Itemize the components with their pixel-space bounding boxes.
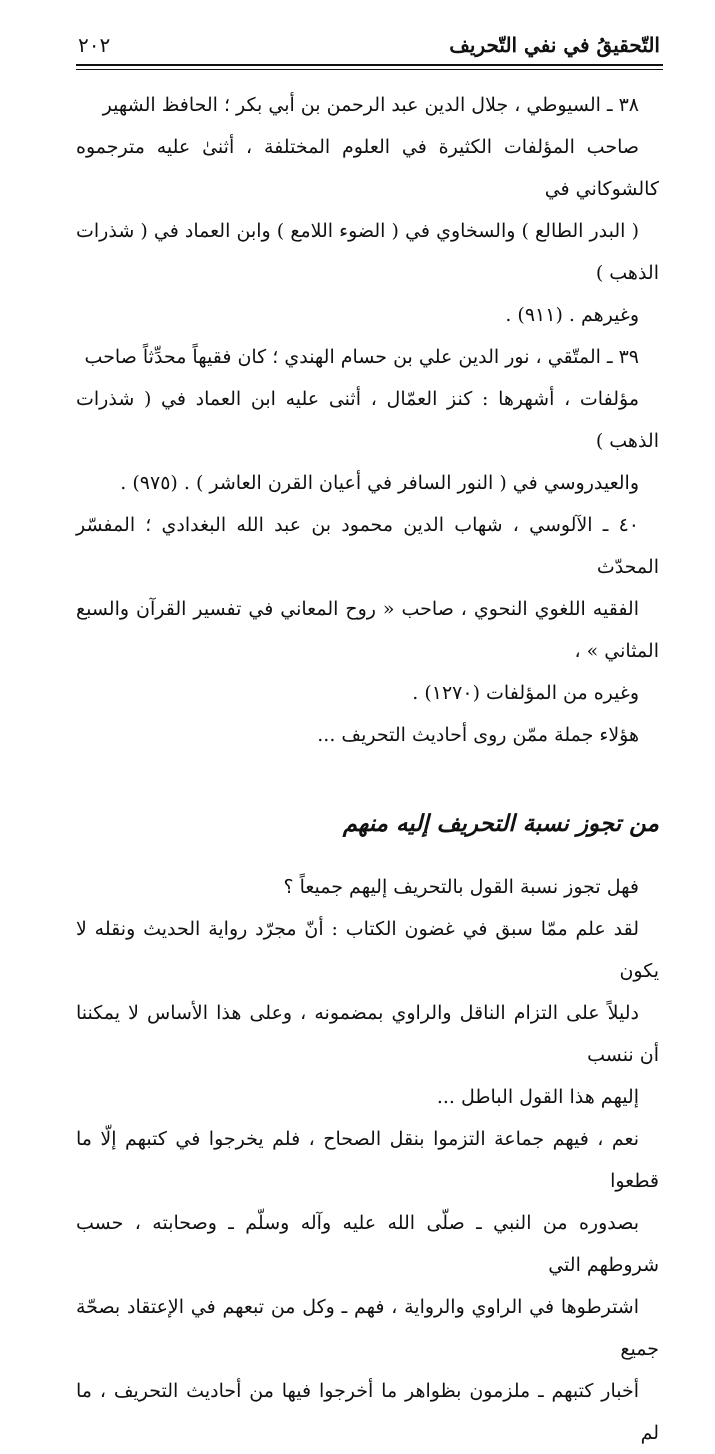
question-line: فهل تجوز نسبة القول بالتحريف إليهم جميعاً ؟	[283, 876, 639, 898]
paragraph-line: لقد علم ممّا سبق في غضون الكتاب : أنّ مجرّد رواية الحديث ونقله لا يكون	[76, 918, 659, 982]
header-rule-thin	[76, 69, 663, 70]
entry-line: والعيدروسي في ( النور السافر في أعيان القرن العاشر ) . (٩٧٥) .	[120, 472, 639, 494]
entry-40	[76, 504, 659, 714]
header-rule	[76, 64, 663, 66]
paragraph-line: أخبار كتبهم ـ ملزمون بظواهر ما أخرجوا فيها من أحاديث التحريف ، ما لم	[76, 1380, 659, 1444]
entry-39	[76, 336, 659, 504]
paragraph-line: نعم ، فيهم جماعة التزموا بنقل الصحاح ، فلم يخرجوا في كتبهم إلّا ما قطعوا	[76, 1128, 659, 1192]
entry-38	[76, 84, 659, 336]
closing-line: هؤلاء جملة ممّن روى أحاديث التحريف ...	[317, 724, 639, 746]
entry-line: وغيره من المؤلفات (١٢٧٠) .	[412, 682, 639, 704]
paragraph-2	[76, 1118, 659, 1454]
entry-line: ( البدر الطالع ) والسخاوي في ( الضوء اللامع ) وابن العماد في ( شذرات الذهب )	[76, 220, 659, 284]
section-heading: من تجوز نسبة التحريف إليه منهم	[342, 810, 659, 837]
paragraph-line: إليهم هذا القول الباطل ...	[436, 1086, 639, 1108]
entry-line: الفقيه اللغوي النحوي ، صاحب « روح المعاني في تفسير القرآن والسبع المثاني » ،	[76, 598, 659, 662]
paragraph-line: بصدوره من النبي ـ صلّى الله عليه وآله وسلّم ـ وصحابته ، حسب شروطهم التي	[76, 1212, 659, 1276]
entry-line: صاحب المؤلفات الكثيرة في العلوم المختلفة ، أثنىٰ عليه مترجموه كالشوكاني في	[76, 136, 659, 200]
entry-line: ٣٨ ـ السيوطي ، جلال الدين عبد الرحمن بن أبي بكر ؛ الحافظ الشهير	[102, 94, 639, 116]
paragraph-line: دليلاً على التزام الناقل والراوي بمضمونه ، وعلى هذا الأساس لا يمكننا أن ننسب	[76, 1002, 659, 1066]
entry-line: مؤلفات ، أشهرها : كنز العمّال ، أثنى عليه ابن العماد في ( شذرات الذهب )	[76, 388, 659, 452]
entry-line: ٤٠ ـ الآلوسي ، شهاب الدين محمود بن عبد الله البغدادي ؛ المفسّر المحدّث	[76, 514, 659, 578]
page-title: التّحقيقُ في نفي التّحريف	[449, 33, 660, 57]
page-body	[76, 84, 659, 1454]
page-header	[78, 28, 660, 62]
entry-line: ٣٩ ـ المتّقي ، نور الدين علي بن حسام الهندي ؛ كان فقيهاً محدِّثاً صاحب	[84, 346, 639, 368]
page-number: ٢٠٢	[78, 33, 111, 57]
entry-line: وغيرهم . (٩١١) .	[505, 304, 639, 326]
paragraph-line: اشترطوها في الراوي والرواية ، فهم ـ وكل من تبعهم في الإعتقاد بصحّة جميع	[76, 1296, 659, 1360]
paragraph-1	[76, 908, 659, 1118]
